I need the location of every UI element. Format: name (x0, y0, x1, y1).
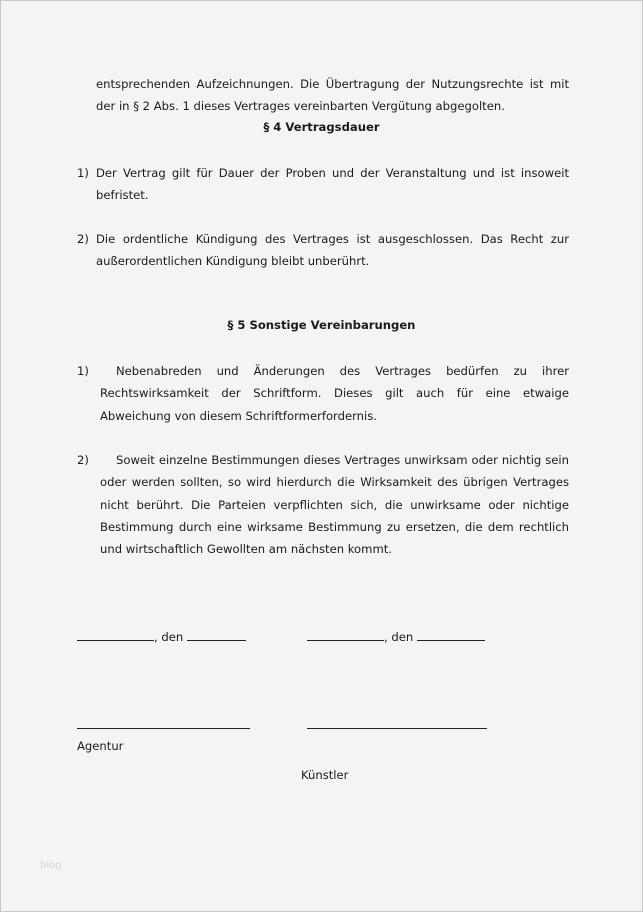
place-date-line-right[interactable] (307, 628, 485, 644)
section-5-item-2: Soweit einzelne Bestimmungen dieses Vertrages unwirksam oder nichtig sein oder werden sollten, so wird hierdurch die Wirksamkeit des übrigen Vertrages nicht berührt. Die Parteien verpflichten sich, die unwirksame oder nichtige Bestimmung durch eine wirksame Bestimmung zu ersetzen, die dem rechtlich und wirtschaftlich Gewollten am nächsten kommt. (100, 453, 569, 557)
signature-line-agentur[interactable] (77, 728, 250, 729)
signature-line-kuenstler[interactable] (307, 728, 487, 729)
section-4-item-2: Die ordentliche Kündigung des Vertrages ist ausgeschlossen. Das Recht zur außerordentlichen Kündigung bleibt unberührt. (96, 232, 569, 269)
place-date-line-left[interactable] (77, 628, 246, 644)
kuenstler-label: Künstler (301, 768, 349, 782)
section-4-heading: § 4 Vertragsdauer (263, 120, 380, 134)
item-number: 1) (77, 166, 89, 180)
agentur-label: Agentur (77, 739, 124, 753)
den-label: , den (154, 630, 184, 644)
item-number: 1) (77, 364, 89, 378)
section-5-item-1: Nebenabreden und Änderungen des Vertrages bedürfen zu ihrer Rechtswirksamkeit der Schriftform. Dieses gilt auch für eine etwaige Abweichung von diesem Schriftformerfordernis. (100, 364, 569, 423)
watermark: blog (40, 860, 62, 871)
item-number: 2) (77, 453, 89, 467)
intro-paragraph: entsprechenden Aufzeichnungen. Die Übertragung der Nutzungsrechte ist mit der in § 2 Abs. 1 dieses Vertrages vereinbarten Vergütung abgegolten. (96, 77, 569, 114)
section-4-item-1: Der Vertrag gilt für Dauer der Proben und der Veranstaltung und ist insoweit befristet. (96, 166, 569, 203)
section-5-heading: § 5 Sonstige Vereinbarungen (227, 318, 416, 332)
den-label: , den (384, 630, 414, 644)
item-number: 2) (77, 232, 89, 246)
